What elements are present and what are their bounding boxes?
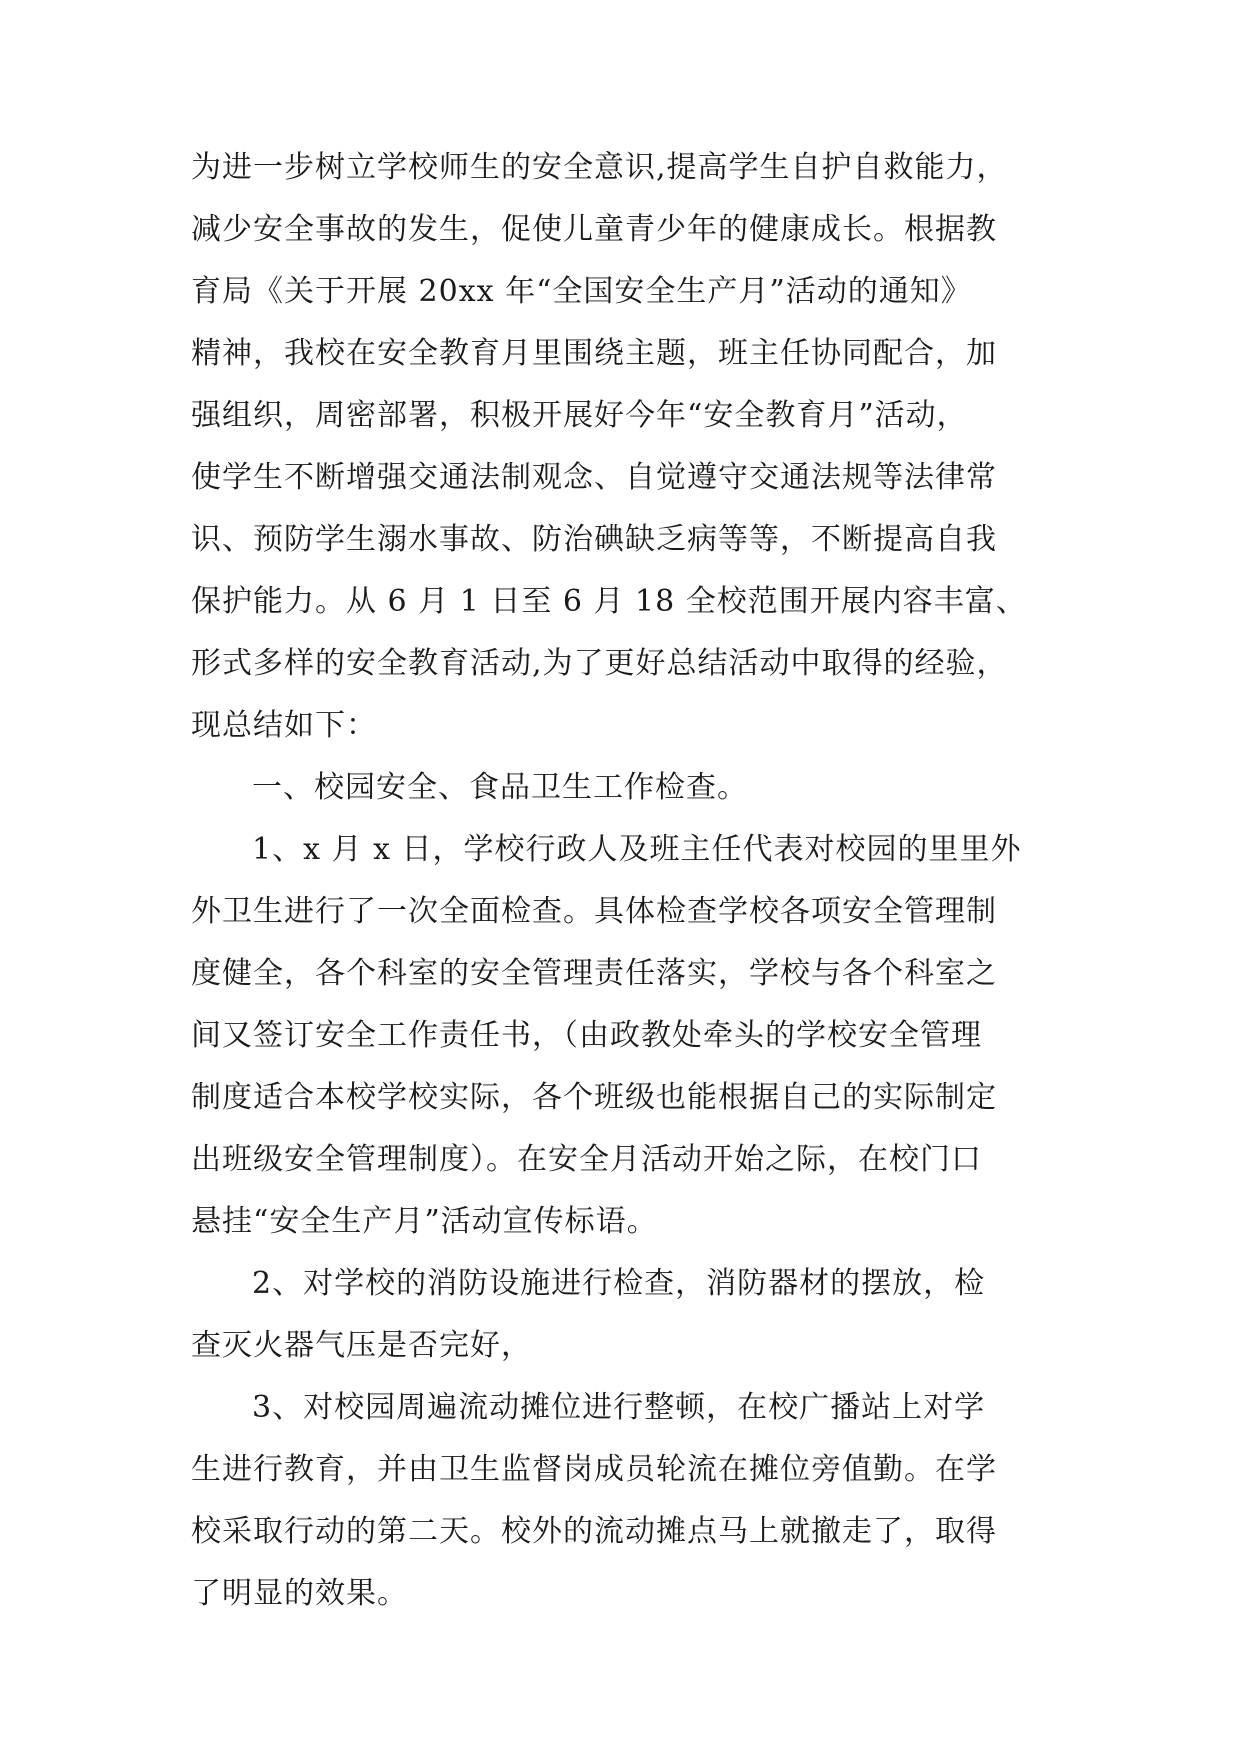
paragraph-line: 度健全，各个科室的安全管理责任落实，学校与各个科室之: [191, 956, 997, 991]
paragraph-line: 间又签订安全工作责任书，（由政教处牵头的学校安全管理: [191, 1018, 982, 1053]
paragraph-line: 使学生不断增强交通法制观念、自觉遵守交通法规等法律常: [191, 460, 997, 495]
paragraph-line: 查灭火器气压是否完好，: [191, 1328, 532, 1363]
paragraph-line: 出班级安全管理制度）。在安全月活动开始之际，在校门口: [191, 1142, 982, 1177]
paragraph-line: 为进一步树立学校师生的安全意识,提高学生自护自救能力，: [191, 150, 1008, 185]
paragraph-line: 形式多样的安全教育活动,为了更好总结活动中取得的经验，: [191, 646, 1008, 681]
paragraph-line: 识、预防学生溺水事故、防治碘缺乏病等等，不断提高自我: [191, 522, 997, 557]
paragraph-line: 1、x 月 x 日，学校行政人及班主任代表对校园的里里外: [252, 832, 1022, 867]
paragraph-line: 2、对学校的消防设施进行检查，消防器材的摆放，检: [252, 1266, 986, 1301]
section-heading: 一、校园安全、食品卫生工作检查。: [252, 770, 748, 805]
paragraph-line: 悬挂“安全生产月”活动宣传标语。: [191, 1204, 658, 1239]
paragraph-line: 育局《关于开展 20xx 年“全国安全生产月”活动的通知》: [191, 274, 972, 309]
paragraph-line: 强组织，周密部署，积极开展好今年“安全教育月”活动，: [191, 398, 968, 433]
paragraph-line: 保护能力。从 6 月 1 日至 6 月 18 全校范围开展内容丰富、: [191, 584, 1027, 619]
paragraph-line: 减少安全事故的发生，促使儿童青少年的健康成长。根据教: [191, 212, 997, 247]
paragraph-line: 制度适合本校学校实际，各个班级也能根据自己的实际制定: [191, 1080, 997, 1115]
paragraph-line: 外卫生进行了一次全面检查。具体检查学校各项安全管理制: [191, 894, 997, 929]
paragraph-line: 校采取行动的第二天。校外的流动摊点马上就撤走了，取得: [191, 1514, 997, 1549]
paragraph-line: 了明显的效果。: [191, 1576, 408, 1611]
paragraph-line: 3、对校园周遍流动摊位进行整顿，在校广播站上对学: [252, 1390, 986, 1425]
paragraph-line: 生进行教育，并由卫生监督岗成员轮流在摊位旁值勤。在学: [191, 1452, 997, 1487]
paragraph-line: 精神，我校在安全教育月里围绕主题，班主任协同配合，加: [191, 336, 997, 371]
paragraph-line: 现总结如下：: [191, 708, 377, 743]
